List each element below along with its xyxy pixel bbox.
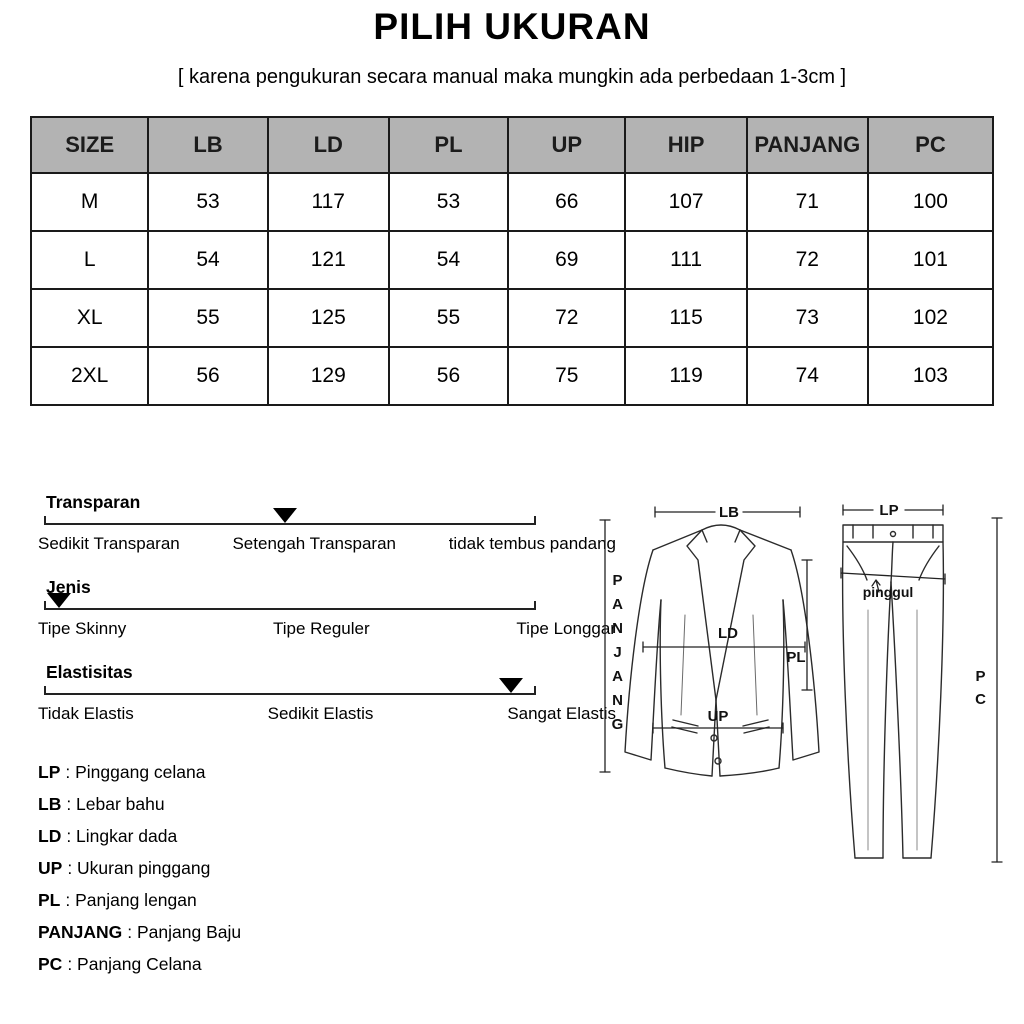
cell: XL	[31, 289, 148, 347]
scale-jenis	[38, 577, 616, 639]
scale-option: Sedikit Elastis	[267, 704, 374, 723]
header-lb: LB	[148, 117, 267, 173]
cell: 73	[747, 289, 868, 347]
cell: 55	[148, 289, 267, 347]
cell: 115	[625, 289, 746, 347]
cell: 100	[868, 173, 993, 231]
legend-desc: : Panjang Baju	[127, 922, 242, 942]
attribute-scales	[38, 492, 616, 747]
label-pl: PL	[786, 649, 806, 666]
cell: 55	[389, 289, 508, 347]
legend-item	[38, 954, 241, 973]
cell: 121	[268, 231, 389, 289]
legend-desc: : Ukuran pinggang	[67, 858, 211, 878]
cell: 56	[148, 347, 267, 405]
legend-abbr: PL	[38, 890, 61, 910]
legend-abbr: LB	[38, 794, 62, 814]
scale-label: Transparan	[46, 492, 141, 512]
cell: 72	[508, 289, 625, 347]
scale-options	[38, 534, 616, 554]
scale-track	[44, 608, 536, 610]
cell: 107	[625, 173, 746, 231]
header-up: UP	[508, 117, 625, 173]
cell: 102	[868, 289, 993, 347]
cell: 53	[389, 173, 508, 231]
measurement-diagram	[595, 480, 1017, 890]
abbreviation-legend	[38, 762, 241, 986]
cell: 54	[148, 231, 267, 289]
legend-item	[38, 826, 241, 845]
cell: 53	[148, 173, 267, 231]
cell: 2XL	[31, 347, 148, 405]
legend-desc: : Panjang Celana	[67, 954, 202, 974]
table-row	[31, 347, 993, 405]
legend-item	[38, 890, 241, 909]
table-header-row	[31, 117, 993, 173]
subtitle: [ karena pengukuran secara manual maka mungkin ada perbedaan 1-3cm ]	[177, 66, 847, 88]
legend-desc: : Pinggang celana	[65, 762, 206, 782]
header-panjang: PANJANG	[747, 117, 868, 173]
scale-marker-icon	[273, 508, 297, 523]
cell: 117	[268, 173, 389, 231]
label-pinggul: pinggul	[862, 584, 914, 600]
pants-drawing	[843, 525, 944, 858]
cell: 75	[508, 347, 625, 405]
cell: L	[31, 231, 148, 289]
table-row	[31, 231, 993, 289]
scale-elastisitas	[38, 662, 616, 724]
label-lp: LP	[879, 502, 899, 519]
scale-marker-icon	[499, 678, 523, 693]
header-ld: LD	[268, 117, 389, 173]
legend-item	[38, 762, 241, 781]
page-title: PILIH UKURAN	[373, 6, 651, 47]
label-lb: LB	[719, 504, 739, 521]
legend-item	[38, 922, 241, 941]
legend-abbr: LP	[38, 762, 61, 782]
label-panjang: PANJANG	[609, 572, 626, 740]
scale-track	[44, 693, 536, 695]
label-ld: LD	[718, 625, 738, 642]
size-table	[30, 116, 994, 406]
legend-abbr: LD	[38, 826, 62, 846]
cell: 119	[625, 347, 746, 405]
cell: 111	[625, 231, 746, 289]
label-up: UP	[707, 708, 729, 725]
cell: 103	[868, 347, 993, 405]
scale-marker-icon	[47, 593, 71, 608]
scale-option: Tipe Longgar	[516, 619, 616, 638]
scale-track	[44, 523, 536, 525]
scale-option: Sedikit Transparan	[38, 534, 180, 553]
legend-abbr: UP	[38, 858, 63, 878]
scale-label: Elastisitas	[46, 662, 133, 682]
scale-transparan	[38, 492, 616, 554]
legend-desc: : Lingkar dada	[66, 826, 178, 846]
scale-options	[38, 704, 616, 724]
scale-option: Setengah Transparan	[232, 534, 396, 553]
legend-desc: : Lebar bahu	[66, 794, 165, 814]
cell: 101	[868, 231, 993, 289]
cell: 56	[389, 347, 508, 405]
legend-abbr: PC	[38, 954, 63, 974]
cell: 125	[268, 289, 389, 347]
legend-item	[38, 794, 241, 813]
cell: 129	[268, 347, 389, 405]
scale-option: Sangat Elastis	[507, 704, 616, 723]
scale-label: Jenis	[46, 577, 91, 597]
scale-options	[38, 619, 616, 639]
cell: 54	[389, 231, 508, 289]
scale-option: tidak tembus pandang	[448, 534, 616, 553]
label-pc: PC	[972, 668, 989, 714]
header-hip: HIP	[625, 117, 746, 173]
header-pc: PC	[868, 117, 993, 173]
cell: M	[31, 173, 148, 231]
table-row	[31, 173, 993, 231]
scale-option: Tipe Skinny	[38, 619, 127, 638]
legend-abbr: PANJANG	[38, 922, 123, 942]
cell: 69	[508, 231, 625, 289]
legend-item	[38, 858, 241, 877]
cell: 66	[508, 173, 625, 231]
cell: 72	[747, 231, 868, 289]
header-size: SIZE	[31, 117, 148, 173]
header-pl: PL	[389, 117, 508, 173]
table-row	[31, 289, 993, 347]
scale-option: Tipe Reguler	[272, 619, 370, 638]
cell: 71	[747, 173, 868, 231]
cell: 74	[747, 347, 868, 405]
garment-line-art	[595, 480, 1017, 890]
scale-option: Tidak Elastis	[38, 704, 134, 723]
legend-desc: : Panjang lengan	[65, 890, 197, 910]
